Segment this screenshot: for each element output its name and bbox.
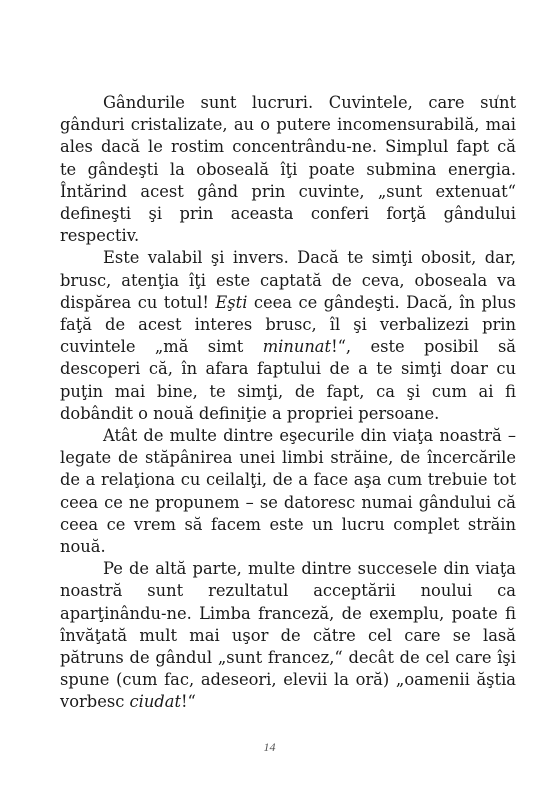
paragraph — [60, 558, 516, 713]
italic-text-segment: ciudat — [129, 692, 181, 712]
text-segment: ceea ce gândeşti. Dacă, în plus faţă de acest interes brusc, îl şi verbalizezi prin cuvintele „mă simt — [60, 292, 516, 357]
paragraph — [60, 425, 516, 558]
page-number: 14 — [263, 740, 276, 754]
text-segment: !“, este posibil să descoperi că, în afara faptului de a te simţi doar cu puţin mai bine, te simţi, de fapt, ca şi cum ai fi dobândit o nouă definiţie a propriei persoane. — [60, 337, 517, 423]
text-segment: !“ — [180, 692, 196, 712]
body-text — [60, 92, 516, 714]
paragraph — [60, 92, 516, 247]
italic-text-segment: minunat — [262, 337, 332, 357]
text-segment: Este valabil şi invers. Dacă te simţi obosit, dar, brusc, atenţia îţi este captată de ceva, oboseala va dispărea cu totul! — [60, 248, 516, 312]
text-segment: Gândurile sunt lucruri. Cuvintele, care sunt gânduri cristalizate, au o putere incomensurabilă, mai ales dacă le rostim concentrându-ne. Simplul fapt că te gândeşti la oboseală îţi poate submina energia. Întărind acest gând prin cuvinte, „sunt extenuat“ defineşti şi prin aceasta conferi forţă gândului respectiv. — [60, 93, 516, 246]
italic-text-segment: Eşti — [215, 292, 248, 312]
text-segment: Atât de multe dintre eşecurile din viaţa noastră – legate de stăpânirea unei limbi străine, de încercările de a relaţiona cu ceilalţi, de a face aşa cum trebuie tot ceea ce ne propunem – se datoresc numai gândului că ceea ce vrem să facem este un lucru complet străin nouă. — [60, 426, 516, 557]
paragraph — [60, 247, 516, 425]
text-segment: Pe de altă parte, multe dintre succesele din viaţa noastră sunt rezultatul acceptării noului ca aparţinându-ne. Limba franceză, de exemplu, poate fi învăţată mult mai uşor de către cel care se lasă pătruns de gândul „sunt francez,“ decât de cel care îşi spune (cum fac, adeseori, elevii la oră) „oamenii ăştia vorbesc — [60, 559, 516, 712]
